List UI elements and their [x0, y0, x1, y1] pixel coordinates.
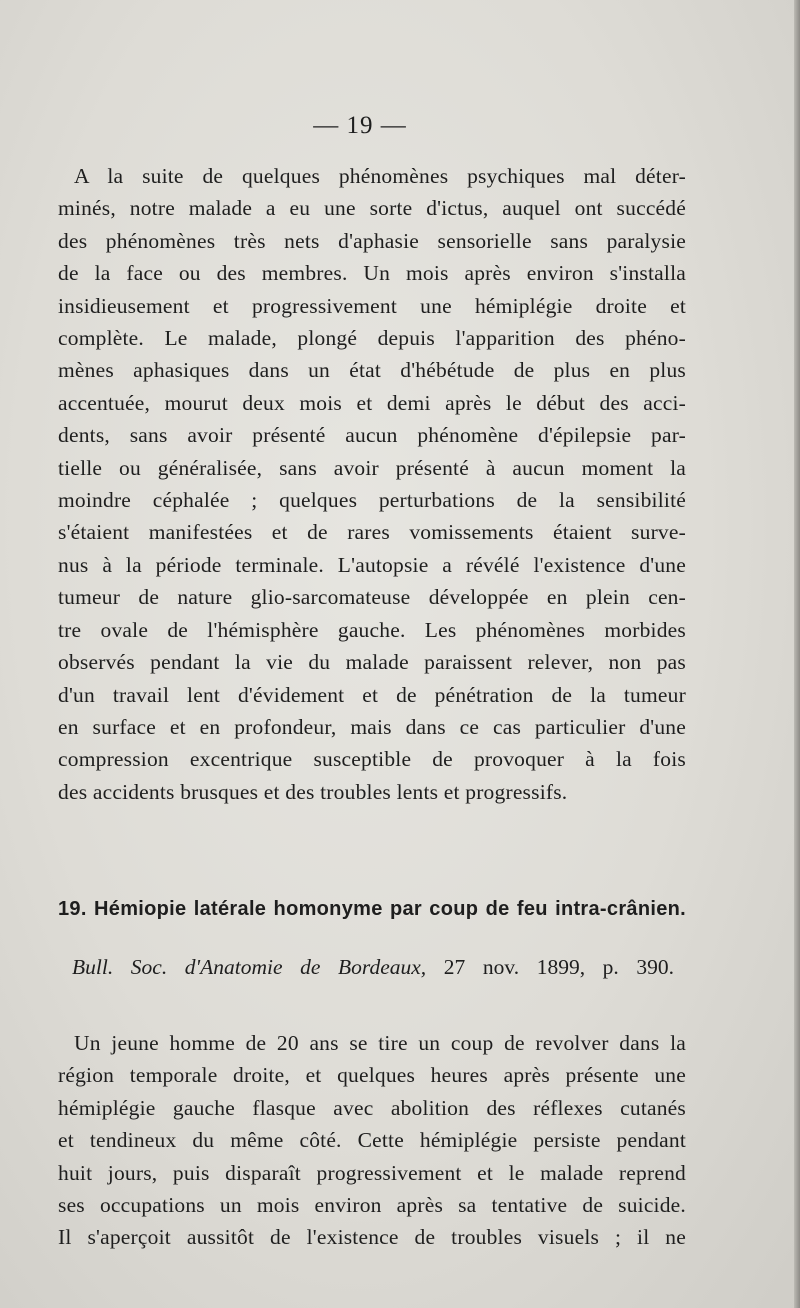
text-line: nus à la période terminale. L'autopsie a révélé l'existence d'une — [58, 552, 686, 577]
text-line: Un jeune homme de 20 ans se tire un coup de revolver dans la — [74, 1031, 686, 1055]
text-line: hémiplégie gauche flasque avec abolition des réflexes cutanés — [58, 1095, 686, 1120]
text-line: ses occupations un mois environ après sa tentative de suicide. — [58, 1193, 686, 1218]
text-line: complète. Le malade, plongé depuis l'apparition des phéno- — [58, 326, 686, 351]
section-heading: 19. Hémiopie latérale homonyme par coup de feu intra-crânien. — [58, 898, 686, 920]
text-line: moindre céphalée ; quelques perturbations de la sensibilité — [58, 488, 686, 513]
text-line: tumeur de nature glio-sarcomateuse développée en plein cen- — [58, 585, 686, 610]
text-line: de la face ou des membres. Un mois après environ s'installa — [58, 261, 686, 286]
section-citation — [72, 955, 674, 980]
text-line: s'étaient manifestées et de rares vomissements étaient surve- — [58, 520, 686, 545]
text-line: mènes aphasiques dans un état d'hébétude de plus en plus — [58, 358, 686, 383]
citation-details: 27 nov. 1899, p. 390. — [443, 955, 674, 979]
text-line: des phénomènes très nets d'aphasie sensorielle sans paralysie — [58, 228, 686, 253]
text-line: compression excentrique susceptible de provoquer à la fois — [58, 747, 686, 772]
citation-journal: Bull. Soc. d'Anatomie de Bordeaux, — [72, 955, 427, 979]
paragraph-case-report — [58, 1027, 686, 1254]
text-line: région temporale droite, et quelques heures après présente une — [58, 1063, 686, 1088]
text-line: dents, sans avoir présenté aucun phénomène d'épilepsie par- — [58, 423, 686, 448]
page-edge-shadow — [794, 0, 800, 1308]
text-line: insidieusement et progressivement une hémiplégie droite et — [58, 293, 686, 318]
paragraph-case-description — [58, 160, 686, 808]
text-line: huit jours, puis disparaît progressivement et le malade reprend — [58, 1160, 686, 1185]
text-line: d'un travail lent d'évidement et de pénétration de la tumeur — [58, 682, 686, 707]
text-line: en surface et en profondeur, mais dans ce cas particulier d'une — [58, 714, 686, 739]
page-number: — 19 — — [313, 112, 407, 139]
text-line: tre ovale de l'hémisphère gauche. Les phénomènes morbides — [58, 617, 686, 642]
text-line: Il s'aperçoit aussitôt de l'existence de troubles visuels ; il ne — [58, 1225, 686, 1250]
text-line: minés, notre malade a eu une sorte d'ictus, auquel ont succédé — [58, 196, 686, 221]
text-line: observés pendant la vie du malade paraissent relever, non pas — [58, 650, 686, 675]
text-line: des accidents brusques et des troubles lents et progressifs. — [58, 779, 568, 804]
text-line: accentuée, mourut deux mois et demi après le début des acci- — [58, 390, 686, 415]
text-line: tielle ou généralisée, sans avoir présenté à aucun moment la — [58, 455, 686, 480]
text-line: A la suite de quelques phénomènes psychiques mal déter- — [74, 164, 686, 188]
text-line: et tendineux du même côté. Cette hémiplégie persiste pendant — [58, 1128, 686, 1153]
